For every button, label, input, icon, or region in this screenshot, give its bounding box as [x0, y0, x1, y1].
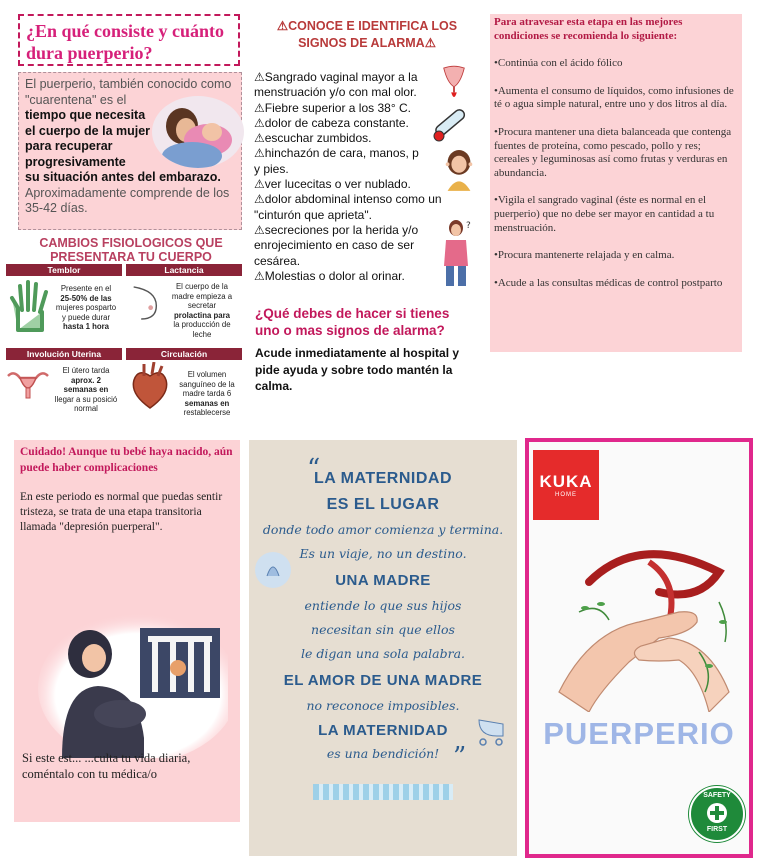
quote-line: LA MATERNIDAD: [318, 722, 448, 739]
uterus-icon: [6, 368, 50, 400]
alarm-line: ⚠dolor de cabeza constante.: [254, 115, 409, 130]
recomendacion-item: •Vigila el sangrado vaginal (éste es normal en el puerperio) que no debe ser mayor en cantidad a tu menstruación.: [494, 194, 715, 234]
cell-circulacion: [126, 348, 242, 426]
recomendacion-item: •Procura mantenerte relajada y en calma.: [494, 249, 675, 262]
cell-line: El útero tarda: [62, 366, 110, 375]
cell-temblor: [6, 264, 122, 342]
mother-baby-image: [152, 96, 244, 168]
quote-line: entiende lo que sus hijos: [304, 598, 462, 613]
alarm-line: ⚠secreciones por la herida y/o: [254, 222, 419, 237]
cell-line: y puede durar: [61, 312, 111, 322]
recomendaciones-box: [490, 14, 742, 352]
quote-line: le digan una sola palabra.: [300, 646, 466, 661]
recomendaciones-title: Para atravesar esta etapa en las mejores condiciones se recomienda lo siguiente:: [494, 16, 683, 42]
alarm-line: ⚠Fiebre superior a los 38° C.: [254, 100, 411, 115]
cuidado-text: En este periodo es normal que puedas sentir tristeza, se trata de una etapa transitoria llamada "depresión puerperal".: [20, 491, 223, 533]
quote-line: ES EL LUGAR: [326, 496, 440, 513]
cover-title: PUERPERIO: [543, 716, 735, 751]
alarm-line: menstruación y/o con mal olor.: [254, 85, 417, 100]
cell-line: El cuerpo de la: [175, 282, 228, 291]
cell-line: semanas en: [63, 385, 109, 394]
cell-line: normal: [74, 404, 98, 413]
alarm-list: [254, 70, 442, 284]
alarm-line: ⚠escuchar zumbidos.: [254, 131, 372, 146]
breast-icon: [128, 282, 162, 322]
cell-line: madre tarda 6: [182, 389, 232, 398]
svg-text:?: ?: [466, 221, 471, 231]
cuidado-title: Cuidado! Aunque tu bebé haya nacido, aún puede haber complicaciones: [20, 446, 233, 474]
cell-line: semanas en: [184, 398, 230, 408]
cell-line: El volumen: [187, 370, 227, 379]
que-hacer-text: Acude inmediatamente al hospital y pide ayuda y sobre todo mantén la calma.: [255, 346, 460, 393]
alarm-line: enrojecimiento en caso de ser: [254, 238, 415, 253]
brand-name: KUKA: [539, 472, 593, 491]
abdominal-pain-woman-icon: [436, 216, 476, 290]
cambios-title: CAMBIOS FISIOLOGICOS QUE PRESENTARA TU CUERPO: [39, 236, 223, 264]
cell-line: prolactina para: [174, 310, 230, 320]
cell-line: secretar: [187, 301, 217, 310]
recomendacion-item: •Acude a las consultas médicas de control postparto: [494, 276, 723, 289]
flower-decoration-icon: [251, 548, 295, 592]
cell-line: hasta 1 hora: [63, 322, 109, 331]
alarm-line: y pies.: [254, 161, 289, 176]
intro-text-1: El puerperio, también conocido como "cuarentena" es el: [25, 77, 232, 107]
hands-ribbon-illustration: [529, 542, 749, 712]
safety-first-badge: [689, 786, 745, 842]
headache-woman-icon: [440, 146, 478, 192]
cell-line: llegar a su posició: [54, 394, 118, 404]
cover-panel: [525, 438, 753, 858]
hand-icon: [8, 280, 52, 332]
quote-close-mark: ”: [453, 742, 467, 772]
quote-line: Es un viaje, no un destino.: [299, 546, 467, 561]
cell-line: leche: [192, 329, 212, 339]
quote-line: necesitan sin que ellos: [311, 622, 455, 637]
alarm-line: ⚠Molestias o dolor al orinar.: [254, 268, 405, 283]
sad-woman-illustration: [28, 608, 228, 758]
cell-line: mujeres posparto: [55, 303, 117, 312]
plus-icon: [707, 803, 727, 823]
thermometer-icon: [430, 104, 470, 144]
alarm-line: ⚠Sangrado vaginal mayor a la: [254, 70, 418, 84]
brand-sub: HOME: [555, 492, 577, 498]
badge-top-text: SAFETY: [703, 792, 731, 799]
alarm-line: ⚠dolor abdominal intenso como un: [254, 192, 442, 207]
cell-head: Involución Uterina: [6, 348, 122, 360]
intro-bold-4: su situación antes del embarazo.: [25, 170, 221, 184]
kuka-logo: [533, 450, 599, 520]
quote-line: no reconoce imposibles.: [306, 698, 460, 713]
quote-line: donde todo amor comienza y termina.: [262, 522, 504, 537]
intro-text-2: Aproximadamente comprende de los 35-42 días.: [25, 185, 230, 215]
intro-bold-0: tiempo que necesita: [25, 108, 146, 122]
quote-line: es una bendición!: [326, 746, 440, 761]
cell-line: sanguíneo de la: [179, 379, 235, 389]
uterus-bleeding-icon: [440, 64, 468, 102]
quote-line: UNA MADRE: [335, 572, 431, 589]
recomendacion-item: •Continúa con el ácido fólico: [494, 57, 623, 70]
alarm-title: ⚠CONOCE E IDENTIFICA LOS SIGNOS DE ALARMA⚠: [276, 19, 458, 50]
cell-line: la producción de: [173, 320, 231, 329]
cell-involucion: [6, 348, 122, 426]
heart-icon: [128, 362, 172, 410]
alarm-line: cesárea.: [254, 253, 301, 268]
cell-head: Circulación: [126, 348, 242, 360]
stroller-decoration-icon: [473, 712, 509, 748]
alarm-line: ⚠ver lucecitas o ver nublado.: [254, 177, 411, 192]
badge-bottom-text: FIRST: [706, 826, 728, 833]
maternidad-quote: [249, 440, 517, 856]
recomendacion-item: •Procura mantener una dieta balanceada que contenga fuentes de proteína, como pescado, pollo y res; cereales y leguminosas así como frutas y verduras en abundancia.: [494, 125, 732, 179]
intro-bold-3: progresivamente: [25, 154, 126, 169]
cell-line: restablecerse: [183, 408, 231, 417]
intro-bold-2: para recuperar: [25, 139, 113, 153]
quote-line: LA MATERNIDAD: [313, 470, 453, 487]
alarm-line: "cinturón que aprieta".: [254, 207, 372, 222]
lace-ribbon: [313, 784, 453, 800]
cuidado-bottom-text: Si este est... ...culta tu vida diaria, coméntalo con tu médica/o: [22, 751, 191, 781]
quote-open-mark: “: [307, 454, 321, 484]
cell-line: Presente en el: [60, 284, 112, 293]
cell-line: 25-50% de las: [60, 293, 112, 303]
cell-line: madre empieza a: [171, 291, 233, 301]
panel1-title: ¿En qué consiste y cuánto dura puerperio?: [18, 14, 240, 66]
que-hacer-title: ¿Qué debes de hacer si tienes uno o mas signos de alarma?: [255, 306, 450, 338]
cell-line: aprox. 2: [71, 375, 101, 385]
cell-head: Temblor: [6, 264, 122, 276]
cell-lactancia: [126, 264, 242, 342]
cuidado-box: [14, 440, 240, 822]
cell-head: Lactancia: [126, 264, 242, 276]
intro-bold-1: el cuerpo de la mujer: [25, 123, 151, 138]
recomendacion-item: •Aumenta el consumo de líquidos, como infusiones de té o agua simple natural, entre uno y dos litros al día.: [494, 84, 734, 111]
quote-line: EL AMOR DE UNA MADRE: [283, 672, 483, 689]
alarm-line: ⚠hinchazón de cara, manos, p: [254, 146, 419, 161]
